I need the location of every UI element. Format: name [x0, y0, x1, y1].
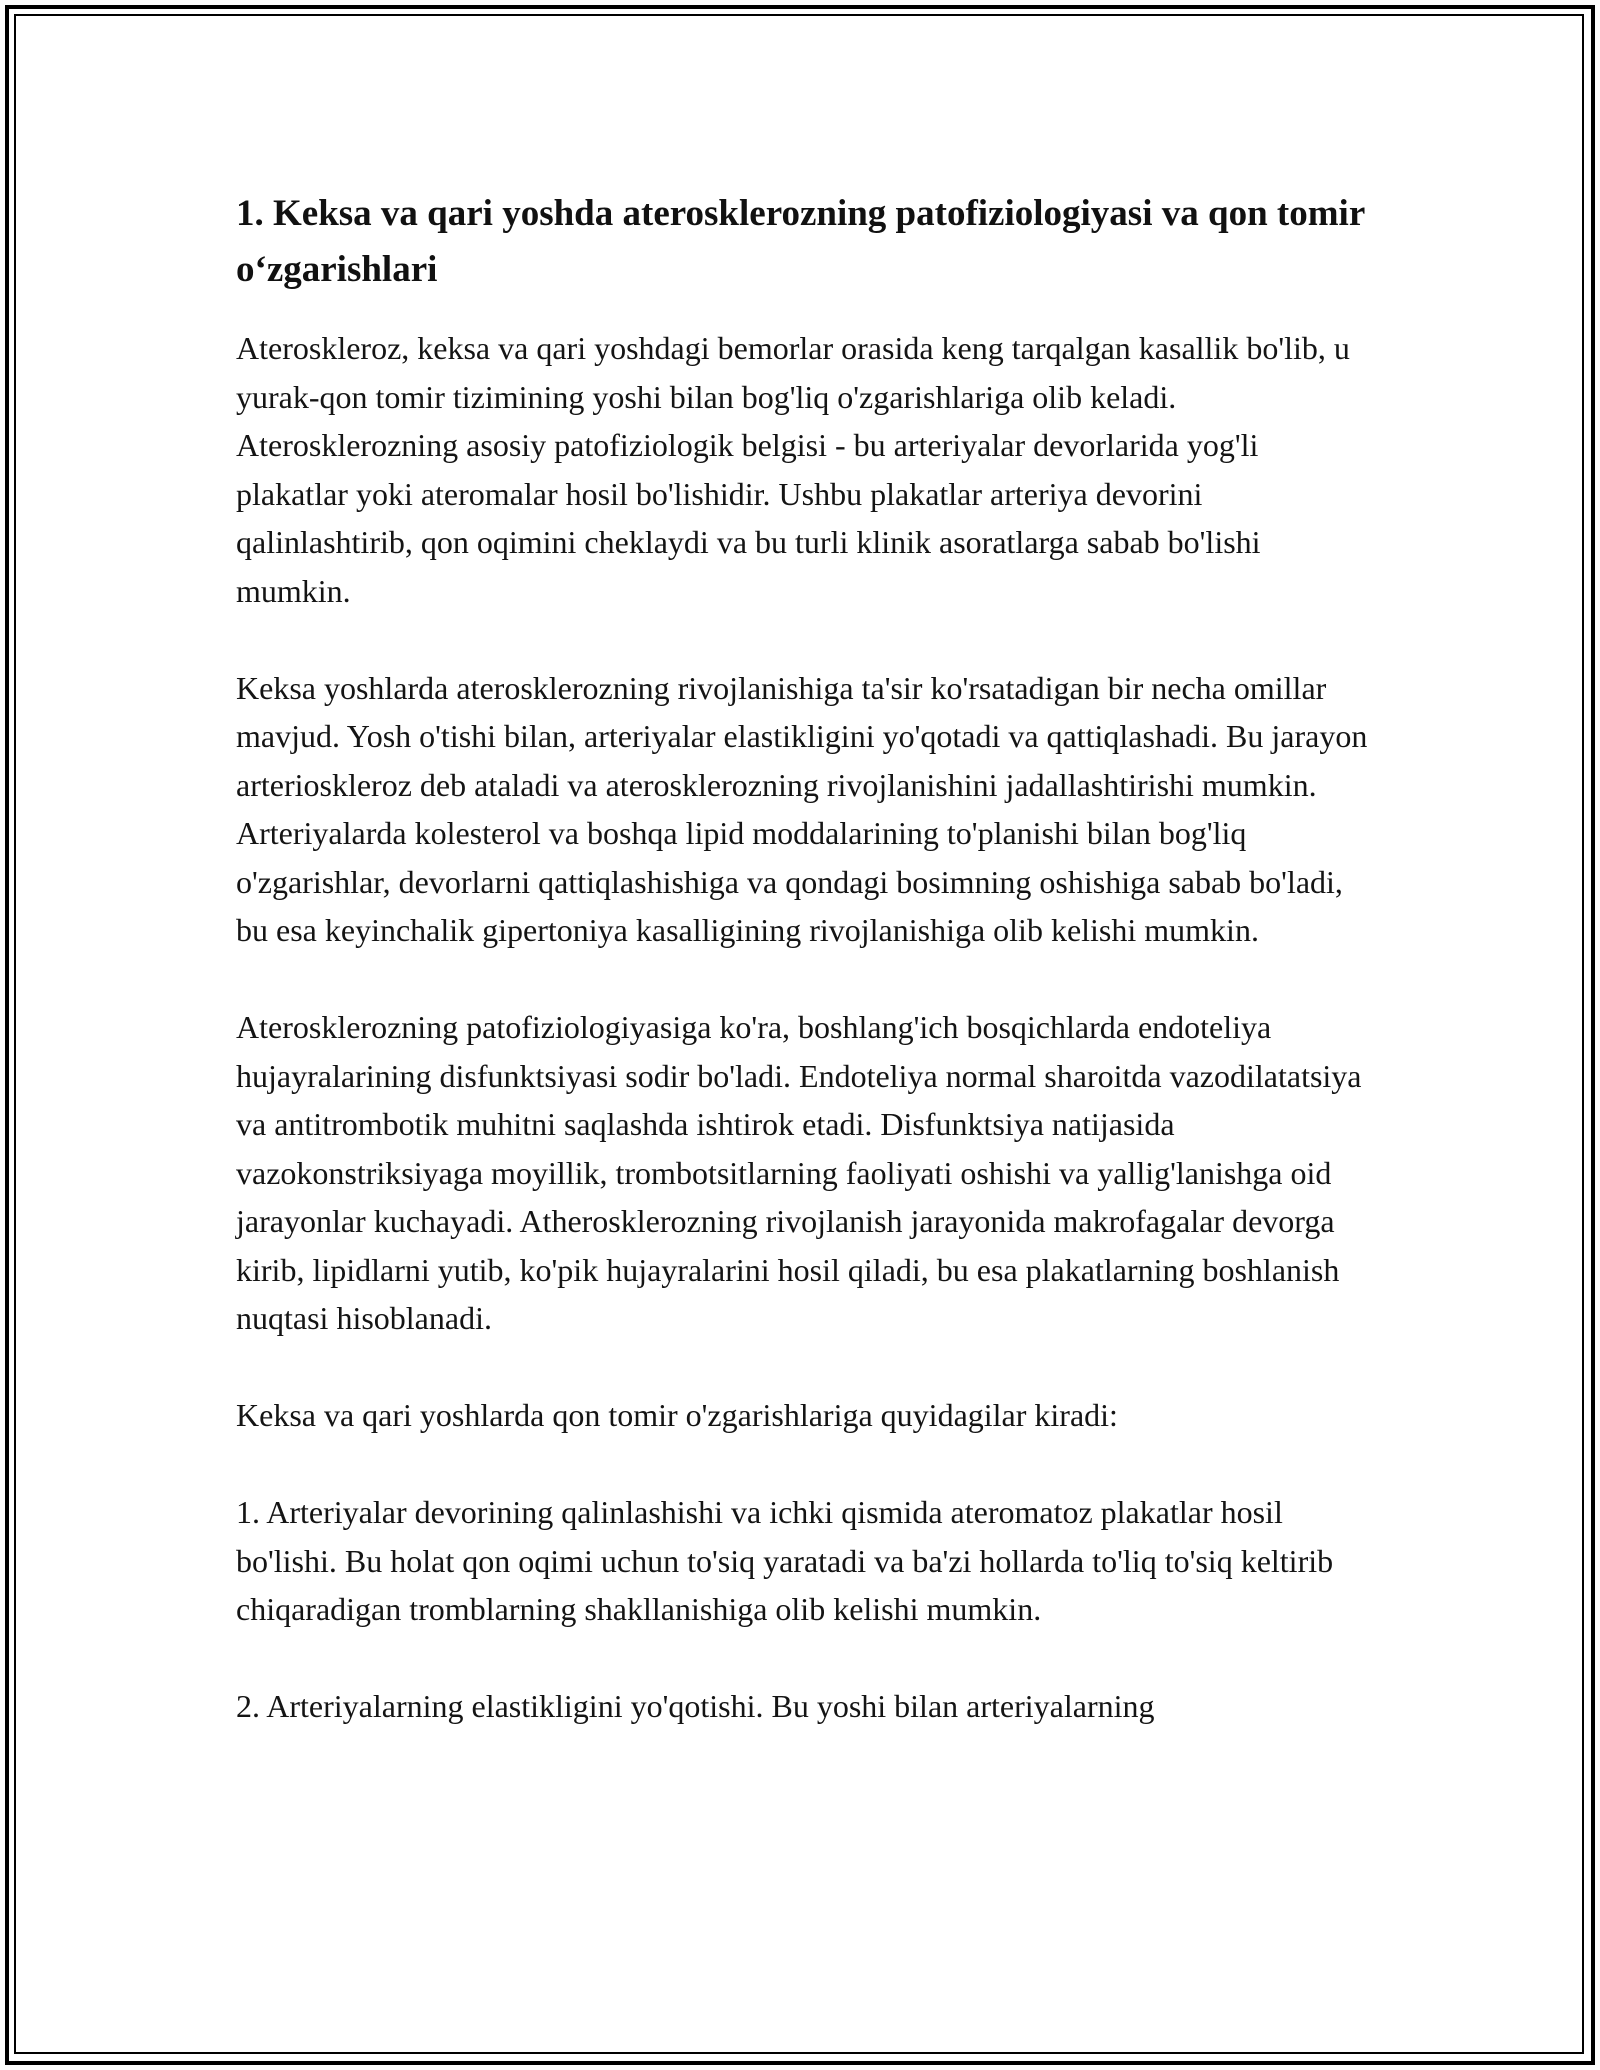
paragraph-list-intro: Keksa va qari yoshlarda qon tomir o'zgarishlariga quyidagilar kiradi: [236, 1397, 1118, 1433]
document-body [236, 186, 1376, 1779]
list-item-1: 1. Arteriyalar devorining qalinlashishi va ichki qismida ateromatoz plakatlar hosil bo'lishi. Bu holat qon oqimi uchun to'siq yaratadi va ba'zi hollarda to'liq to'siq keltirib chiqaradigan tromblarning shakllanishiga olib kelishi mumkin. [236, 1494, 1334, 1627]
paragraph-pathophysiology: Aterosklerozning patofiziologiyasiga ko'ra, boshlang'ich bosqichlarda endoteliya hujayralarining disfunktsiyasi sodir bo'ladi. Endoteliya normal sharoitda vazodilatatsiya va antitrombotik muhitni saqlashda ishtirok etadi. Disfunktsiya natijasida vazokonstriksiyaga moyillik, trombotsitlarning faoliyati oshishi va yallig'lanishga oid jarayonlar kuchayadi. Atherosklerozning rivojlanish jarayonida makrofagalar devorga kirib, lipidlarni yutib, ko'pik hujayralarini hosil qiladi, bu esa plakatlarning boshlanish nuqtasi hisoblanadi. [236, 1009, 1362, 1336]
paragraph-age-factors: Keksa yoshlarda aterosklerozning rivojlanishiga ta'sir ko'rsatadigan bir necha omillar mavjud. Yosh o'tishi bilan, arteriyalar elastikligini yo'qotadi va qattiqlashadi. Bu jarayon arterioskleroz deb ataladi va aterosklerozning rivojlanishini jadallashtirishi mumkin. Arteriyalarda kolesterol va boshqa lipid moddalarining to'planishi bilan bog'liq o'zgarishlar, devorlarni qattiqlashishiga va qondagi bosimning oshishiga sabab bo'ladi, bu esa keyinchalik gipertoniya kasalligining rivojlanishiga olib kelishi mumkin. [236, 669, 1368, 948]
list-item-2: 2. Arteriyalarning elastikligini yo'qotishi. Bu yoshi bilan arteriyalarning [236, 1688, 1155, 1724]
paragraph-intro: Ateroskleroz, keksa va qari yoshdagi bemorlar orasida keng tarqalgan kasallik bo'lib, u yurak-qon tomir tizimining yoshi bilan bog'liq o'zgarishlariga olib keladi. Aterosklerozning asosiy patofiziologik belgisi - bu arteriyalar devorlarida yog'li plakatlar yoki ateromalar hosil bo'lishidir. Ushbu plakatlar arteriya devorini qalinlashtirib, qon oqimini cheklaydi va bu turli klinik asoratlarga sabab bo'lishi mumkin. [236, 330, 1350, 609]
document-title: 1. Keksa va qari yoshda aterosklerozning patofiziologiyasi va qon tomir o‘zgarishlari [236, 193, 1365, 290]
